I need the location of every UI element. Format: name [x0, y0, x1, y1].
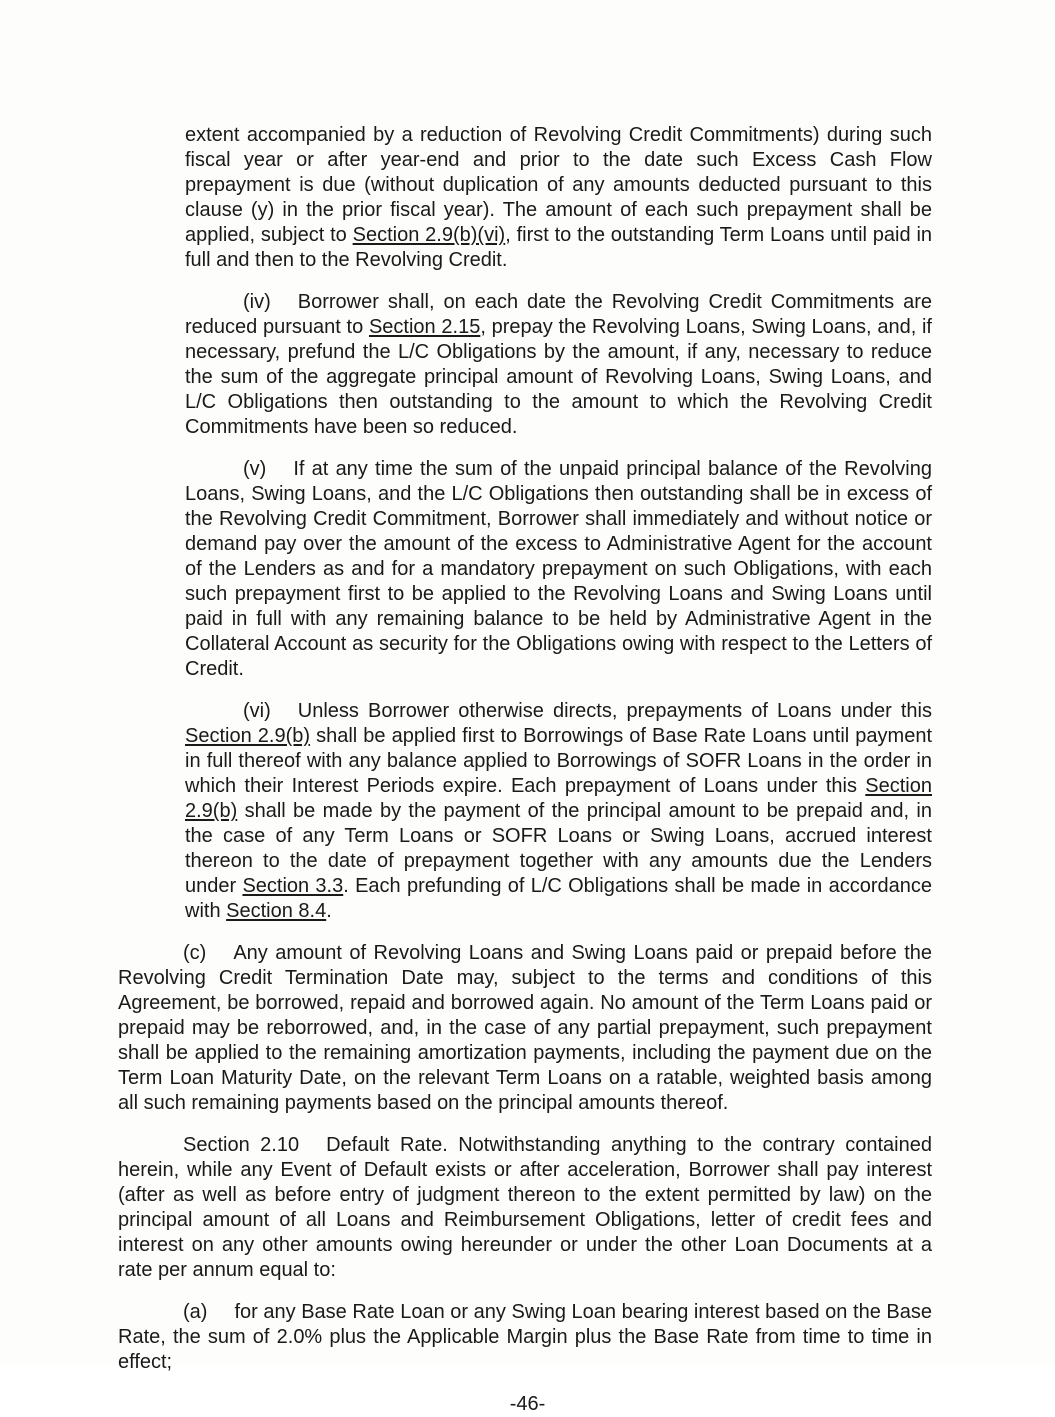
text-segment: extent accompanied by a reduction of Revolving Credit Commitments) during such fiscal year or after year-end and prior to the date such Excess Cash Flow prepayment is due (without duplication of any amounts deducted pursuant to this clause (y) in the prior fiscal year). The amount of each such prepayment shall be applied, subject to: [185, 124, 932, 246]
text-segment: shall be made by the payment of the principal amount to be prepaid and, in the case of any Term Loans or SOFR Loans or Swing Loans, accrued interest thereon to the date of prepayment together with any amounts due the Lenders under: [185, 800, 932, 897]
para-clause-iv: [185, 290, 932, 440]
text-segment: (c): [183, 942, 207, 964]
text-segment: shall be applied first to Borrowings of Base Rate Loans until payment in full thereof with any balance applied to Borrowings of SOFR Loans in the order in which their Interest Periods expire. Each prepayment of Loans under this: [185, 725, 933, 797]
text-segment: Any amount of Revolving Loans and Swing Loans paid or prepaid before the Revolving Credit Termination Date may, subject to the terms and conditions of this Agreement, be borrowed, repaid and borrowed again. No amount of the Term Loans paid or prepaid may be reborrowed, and, in the case of any partial prepayment, such prepayment shall be applied to the remaining amortization payments, including the payment due on the Term Loan Maturity Date, on the relevant Term Loans on a ratable, weighted basis among all such remaining payments based on the principal amounts thereof.: [118, 942, 932, 1114]
text-segment: . Each prefunding of L/C Obligations shall be made in accordance with: [185, 875, 932, 922]
para-clause-a: [118, 1300, 932, 1375]
text-segment: Section 2.10: [183, 1134, 300, 1156]
para-continuation-clause-y: [185, 123, 932, 273]
section-reference: Section 2.9(b): [185, 725, 311, 747]
section-reference: Section 8.4: [226, 900, 327, 922]
text-segment: If at any time the sum of the unpaid principal balance of the Revolving Loans, Swing Loans, and the L/C Obligations then outstanding shall be in excess of the Revolving Credit Commitment, Borrower shall immediately and without notice or demand pay over the amount of the excess to Administrative Agent for the account of the Lenders as and for a mandatory prepayment on such Obligations, with each such prepayment first to be applied to the Revolving Loans and Swing Loans until paid in full with any remaining balance to be held by Administrative Agent in the Collateral Account as security for the Obligations owing with respect to the Letters of Credit.: [185, 458, 932, 680]
text-segment: Borrower shall, on each date the Revolving Credit Commitments are reduced pursuant to: [185, 291, 932, 338]
text-segment: Default Rate. Notwithstanding anything to the contrary contained herein, while any Event of Default exists or after acceleration, Borrower shall pay interest (after as well as before entry of judgment thereon to the extent permitted by law) on the principal amount of all Loans and Reimbursement Obligations, letter of credit fees and interest on any other amounts owing hereunder or under the other Loan Documents at a rate per annum equal to:: [118, 1134, 932, 1281]
para-section-2-10: [118, 1133, 932, 1283]
para-clause-vi: [185, 699, 932, 924]
text-segment: , prepay the Revolving Loans, Swing Loans, and, if necessary, prefund the L/C Obligations by the amount, if any, necessary to reduce the sum of the aggregate principal amount of Revolving Loans, Swing Loans, and L/C Obligations then outstanding to the amount to which the Revolving Credit Commitments have been so reduced.: [185, 316, 932, 438]
text-segment: , first to the outstanding Term Loans until paid in full and then to the Revolving Credit.: [185, 224, 933, 271]
text-segment: (iv): [243, 291, 271, 313]
text-segment: Unless Borrower otherwise directs, prepayments of Loans under this: [297, 700, 932, 722]
section-reference: Section 2.15: [368, 316, 481, 338]
text-segment: (v): [243, 458, 267, 480]
para-clause-v: [185, 457, 932, 682]
text-segment: (vi): [243, 700, 271, 722]
page-number: -46-: [509, 1393, 546, 1415]
text-segment: (a): [183, 1301, 208, 1323]
text-segment: for any Base Rate Loan or any Swing Loan bearing interest based on the Base Rate, the sum of 2.0% plus the Applicable Margin plus the Base Rate from time to time in effect;: [118, 1301, 932, 1373]
section-reference: Section 2.9(b): [185, 775, 932, 822]
section-reference: Section 3.3: [242, 875, 344, 897]
text-segment: .: [326, 900, 332, 922]
section-reference: Section 2.9(b)(vi): [352, 224, 506, 246]
para-clause-c: [118, 941, 932, 1116]
